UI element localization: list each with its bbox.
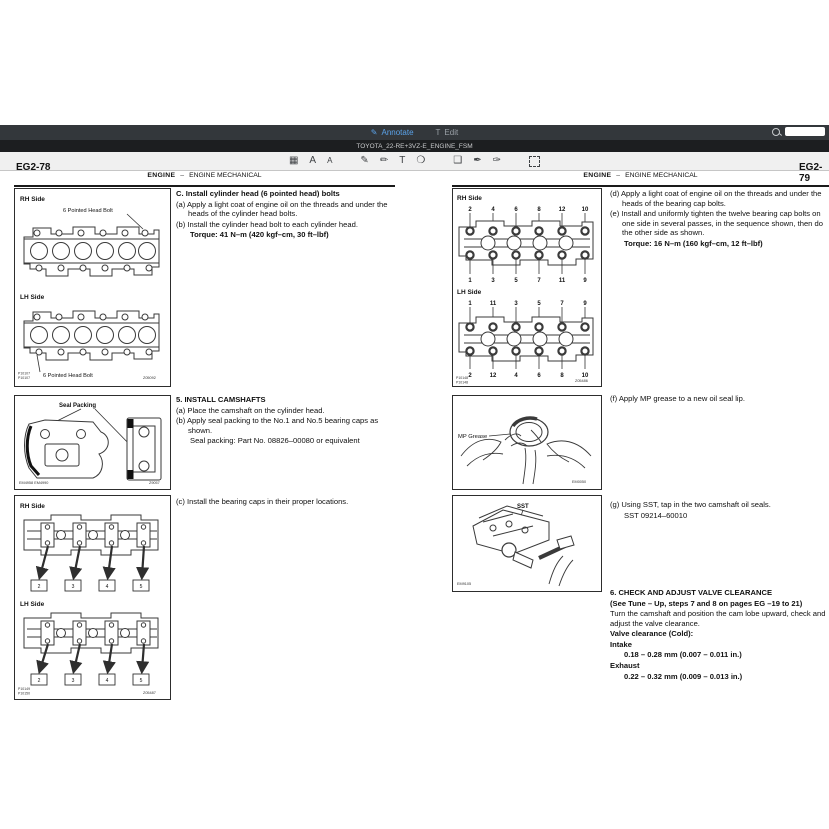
seal-packing-illustration xyxy=(15,396,168,487)
header-dash: – xyxy=(616,172,621,179)
step-6-heading: 6. CHECK AND ADJUST VALVE CLEARANCE xyxy=(610,588,773,597)
cylinder-head-drawing-lh xyxy=(24,311,159,360)
lh-side-label: LH Side xyxy=(20,294,45,301)
intake-label: Intake xyxy=(610,639,632,649)
cylinder-head-bolt-illustration xyxy=(15,189,168,384)
seq-num: 1 xyxy=(468,278,472,284)
page-header-left xyxy=(14,172,395,187)
figure-code: Z05486 xyxy=(575,379,588,383)
text-box-icon[interactable]: T xyxy=(399,155,406,166)
step-6-body: Turn the camshaft and position the cam lobe upward, check and adjust the valve clearance. xyxy=(610,609,826,628)
cap-mark: 3 xyxy=(71,584,75,590)
sketch-icon[interactable]: ✎ xyxy=(360,155,369,166)
step-item-g: (g) Using SST, tap in the two camshaft oil seals. xyxy=(610,500,771,509)
seq-num: 11 xyxy=(489,301,497,307)
step-5-item-c: (c) Install the bearing caps in their proper locations. xyxy=(176,497,349,506)
chrome-right xyxy=(772,127,825,136)
camshaft-caps-drawing-rh xyxy=(24,515,158,555)
seq-num: 10 xyxy=(581,373,589,379)
seal-packing-label: Seal Packing xyxy=(59,403,97,409)
seq-num: 2 xyxy=(468,207,472,213)
header-subsection: ENGINE MECHANICAL xyxy=(189,172,262,179)
step-5-heading: 5. INSTALL CAMSHAFTS xyxy=(176,395,266,404)
cylinder-head-drawing-lh xyxy=(459,317,593,361)
seq-num: 3 xyxy=(491,278,495,284)
step-item-f: (f) Apply MP grease to a new oil seal lip. xyxy=(610,394,745,403)
seq-num: 10 xyxy=(581,207,589,213)
figure-code: Z9057 xyxy=(149,481,160,485)
step-5-item-b: (b) Apply seal packing to the No.1 and No.5 bearing caps as shown. xyxy=(176,416,379,435)
seq-num: 8 xyxy=(560,373,564,379)
cap-mark: 5 xyxy=(139,678,143,684)
camshaft-caps-drawing-lh xyxy=(24,613,158,653)
search-icon xyxy=(772,128,780,136)
seq-num: 6 xyxy=(514,207,518,213)
step-c-item-b: (b) Install the cylinder head bolt to each cylinder head. xyxy=(176,219,358,229)
step-6-text xyxy=(610,588,829,682)
header-section: ENGINE xyxy=(147,172,176,179)
edit-text-icon: T xyxy=(435,128,441,137)
step-5-item-a: (a) Place the camshaft on the cylinder head. xyxy=(176,405,325,415)
header-subsection: ENGINE MECHANICAL xyxy=(625,172,698,179)
seq-num: 4 xyxy=(491,207,495,213)
figure-codes-left: EM4958 EM4990 xyxy=(19,481,49,485)
selection-icon[interactable] xyxy=(529,156,540,167)
step-g-sst: SST 09214–60010 xyxy=(624,510,688,520)
page-number-right: EG2-79 xyxy=(799,162,823,184)
seq-num: 9 xyxy=(583,301,587,307)
cap-mark: 4 xyxy=(105,584,109,590)
seq-num: 7 xyxy=(560,301,564,307)
header-section: ENGINE xyxy=(583,172,612,179)
tab-annotate[interactable] xyxy=(371,128,414,137)
part-code-1: P10148 xyxy=(456,376,469,380)
step-de-text xyxy=(610,189,829,249)
seq-num: 5 xyxy=(514,278,518,284)
step-e-torque: Torque: 16 N–m (160 kgf–cm, 12 ft–lbf) xyxy=(624,238,763,248)
document-title: TOYOTA_22-RE+3VZ-E_ENGINE_FSM xyxy=(356,142,473,150)
cylinder-head-drawing-rh xyxy=(24,227,159,276)
tab-edit[interactable] xyxy=(436,128,459,137)
step-5-seal-packing: Seal packing: Part No. 08826–00080 or equivalent xyxy=(190,436,360,446)
step-5c-text xyxy=(176,497,397,508)
callout-bottom-label: 6 Pointed Head Bolt xyxy=(43,373,93,379)
markup-toolbar xyxy=(0,152,829,171)
figure-code: EM9105 xyxy=(457,582,472,586)
intake-value: 0.18 – 0.28 mm (0.007 – 0.011 in.) xyxy=(624,650,742,660)
seq-num: 4 xyxy=(514,373,518,379)
seq-num: 6 xyxy=(537,373,541,379)
valve-clearance-label: Valve clearance (Cold): xyxy=(610,629,694,639)
cap-mark: 3 xyxy=(71,678,75,684)
document-titlebar xyxy=(0,140,829,152)
step-5-text xyxy=(176,395,397,447)
figure-head-bolts xyxy=(14,188,171,387)
figure-code: Z05092 xyxy=(143,376,156,380)
seq-num: 12 xyxy=(489,373,497,379)
seq-num: 12 xyxy=(558,207,566,213)
figure-bearing-caps xyxy=(14,495,171,700)
seq-num: 2 xyxy=(468,373,472,379)
step-6-subheading: (See Tune – Up, steps 7 and 8 on pages EG –19 to 21) xyxy=(610,598,803,608)
lh-side-label: LH Side xyxy=(457,289,482,296)
step-c-item-a: (a) Apply a light coat of engine oil on the threads and under the heads of the cylinder head bolts. xyxy=(176,199,388,219)
cap-mark: 5 xyxy=(139,584,143,590)
sidebar-icon[interactable]: ▦ xyxy=(288,155,299,166)
rh-side-label: RH Side xyxy=(20,196,45,203)
part-code-2: P10150 xyxy=(18,691,31,696)
step-g-text xyxy=(610,500,829,521)
figure-code: EM0050 xyxy=(572,480,587,484)
part-code-2: P10107 xyxy=(18,376,31,380)
cap-mark: 2 xyxy=(37,678,41,684)
seq-num: 3 xyxy=(514,301,518,307)
tightening-sequence-illustration xyxy=(453,189,599,384)
step-item-e: (e) Install and uniformly tighten the twelve bearing cap bolts on one side in several passes, in the sequence shown, then do the other side as shown. xyxy=(610,209,823,238)
seq-num: 5 xyxy=(537,301,541,307)
figure-tightening-sequence xyxy=(452,188,602,387)
exhaust-label: Exhaust xyxy=(610,660,640,670)
figure-sst xyxy=(452,495,602,592)
step-item-d: (d) Apply a light coat of engine oil on the threads and under the heads of the bearing cap bolts. xyxy=(610,189,822,208)
seq-num: 11 xyxy=(558,278,566,284)
sst-illustration xyxy=(453,496,599,589)
lh-side-label: LH Side xyxy=(20,601,45,608)
cylinder-head-drawing-rh xyxy=(459,221,593,265)
page-number-left: EG2-78 xyxy=(16,162,51,173)
part-code-2: P10148 xyxy=(456,380,469,384)
step-f-text xyxy=(610,394,829,405)
step-c-text xyxy=(176,189,397,241)
tab-annotate-label: Annotate xyxy=(381,128,414,137)
search-input[interactable] xyxy=(785,127,825,136)
mp-grease-label: MP Grease xyxy=(458,434,488,440)
page-header-right xyxy=(452,172,829,187)
text-style-icon[interactable]: A xyxy=(309,155,317,166)
annotate-pencil-icon: ✎ xyxy=(370,128,378,137)
annotation-tabbar xyxy=(0,125,829,140)
shapes-icon[interactable]: ❍ xyxy=(416,155,426,166)
figure-seal-packing xyxy=(14,395,171,490)
seq-num: 9 xyxy=(583,278,587,284)
rh-side-label: RH Side xyxy=(20,503,45,510)
header-dash: – xyxy=(180,172,185,179)
cap-mark: 2 xyxy=(37,584,41,590)
rh-side-label: RH Side xyxy=(457,195,482,202)
seq-num: 8 xyxy=(537,207,541,213)
sign-icon[interactable]: ✒ xyxy=(473,155,482,166)
part-code-1: P10149 xyxy=(18,687,31,691)
sst-label: SST xyxy=(517,504,529,510)
text-style-small-icon[interactable]: A xyxy=(327,156,333,165)
figure-mp-grease xyxy=(452,395,602,490)
bearing-caps-illustration xyxy=(15,496,168,697)
seq-num: 7 xyxy=(537,278,541,284)
exhaust-value: 0.22 – 0.32 mm (0.009 – 0.013 in.) xyxy=(624,671,743,681)
figure-code: Z05487 xyxy=(143,691,156,695)
seq-num: 1 xyxy=(468,301,472,307)
step-c-torque: Torque: 41 N–m (420 kgf–cm, 30 ft–lbf) xyxy=(190,230,329,240)
callout-top-label: 6 Pointed Head Bolt xyxy=(63,208,113,214)
cap-mark: 4 xyxy=(105,678,109,684)
note-icon[interactable]: ❑ xyxy=(453,155,463,166)
tab-edit-label: Edit xyxy=(444,128,459,137)
draw-icon[interactable]: ✏ xyxy=(379,155,389,166)
part-code-1: P10107 xyxy=(18,371,31,376)
mp-grease-illustration xyxy=(453,396,599,487)
pen-icon[interactable]: ✑ xyxy=(492,155,502,166)
step-c-heading: C. Install cylinder head (6 pointed head) bolts xyxy=(176,189,340,198)
